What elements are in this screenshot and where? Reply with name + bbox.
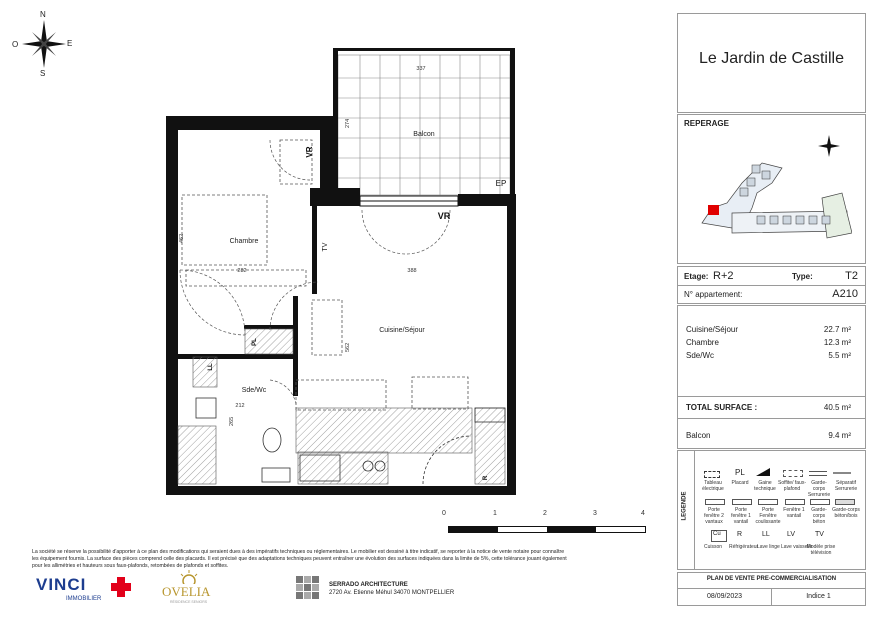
room-sdb-label: Sde/Wc — [241, 387, 267, 394]
legend-title: LEGENDE — [681, 491, 688, 521]
surface-value-2: 5.5 m² — [828, 351, 851, 360]
legend-text-tv: Modèle prise télévision — [806, 544, 836, 556]
compass-rose — [12, 10, 76, 78]
serrado-logo-icon — [296, 576, 320, 600]
legend-gc-beton-icon — [810, 499, 830, 505]
legend-panel — [677, 450, 866, 570]
vinci-logo — [36, 575, 136, 605]
disclaimer-line-3: pour les allimétries et hauteurs sous faux-plafonds, retombées de plafonds et soffites. — [32, 563, 229, 569]
balcon-surface-label: Balcon — [686, 431, 711, 440]
plan-date: 08/09/2023 — [706, 593, 743, 600]
legend-text-gcb: Garde-corps béton — [811, 507, 827, 525]
legend-text-soffite: Soffite/ faux-plafond — [778, 480, 806, 492]
ep-label: EP — [495, 179, 507, 188]
plan-type-label: PLAN DE VENTE PRE-COMMERCIALISATION — [706, 576, 837, 582]
dim-282: 282 — [237, 268, 247, 274]
ovelia-wordmark: OVELIA — [162, 584, 211, 599]
floor-plan — [160, 45, 520, 495]
type-label: Type: — [792, 272, 813, 281]
legend-garde-corps-icon — [809, 471, 827, 476]
scale-tick-2: 2 — [543, 510, 547, 517]
ll-label: LL — [208, 363, 214, 371]
ovelia-subtitle: RÉSIDENCE SENIORS — [170, 600, 208, 604]
legend-porte-2v-icon — [705, 499, 725, 505]
legend-tableau-icon — [704, 471, 720, 478]
surface-value-1: 12.3 m² — [823, 338, 851, 347]
total-surface-value: 40.5 m² — [823, 403, 851, 412]
legend-r-symbol: R — [737, 531, 743, 538]
vinci-subtitle: IMMOBILIER — [66, 596, 102, 602]
room-balcon-label: Balcon — [413, 131, 435, 138]
legend-text-gaine: Gaine technique — [754, 480, 776, 492]
legend-text-pf2: Porte fenêtre 2 vantaux — [704, 507, 724, 525]
dim-265: 265 — [229, 416, 235, 426]
ovelia-sun-icon — [178, 570, 200, 584]
legend-text-lave-linge: Lave linge — [757, 544, 780, 550]
legend-text-separatif: Séparatif Serrurerie — [834, 480, 858, 492]
footer-box — [677, 572, 866, 606]
legend-soffite-icon — [783, 470, 803, 477]
surface-name-2: Sde/Wc — [686, 351, 715, 360]
vinci-wordmark: VINCI — [36, 575, 87, 594]
disclaimer — [32, 549, 672, 570]
info-panel — [677, 266, 866, 304]
legend-text-tableau: Tableau électrique — [702, 480, 724, 492]
legend-gaine-icon — [756, 468, 770, 476]
legend-text-gcbb: Garde-corps béton/bois — [832, 507, 860, 519]
legend-text-garde-corps: Garde-corps Serrurerie — [807, 480, 831, 498]
balcon-surface-value: 9.4 m² — [828, 431, 851, 440]
compass-west: O — [12, 40, 19, 49]
etage-value: R+2 — [713, 270, 734, 282]
legend-text-pfc: Porte Fenêtre coulissante — [755, 507, 781, 525]
legend-ll-symbol: LL — [762, 531, 770, 538]
etage-label: Etage: — [684, 272, 709, 281]
scale-tick-3: 3 — [593, 510, 597, 517]
legend-fenetre-icon — [785, 499, 805, 505]
disclaimer-line-1: La société se réserve la possibilité d'apporter à ce plan des modifications qui seraient dues à des impératifs techniques ou réglementaires. Le mobilier est dessiné à titre indicatif, se reporter à la notice de vente notaire pour connaître — [32, 549, 565, 555]
title-box — [677, 13, 866, 113]
legend-text-refrigerateur: Réfrigérateur — [729, 544, 759, 550]
scale-bar — [440, 510, 652, 536]
surfaces-panel — [677, 305, 866, 449]
vinci-cross-icon — [110, 576, 132, 598]
dim-462: 462 — [179, 233, 185, 243]
dim-562: 562 — [345, 342, 351, 352]
site-key-plan — [692, 153, 852, 253]
r-label: R — [483, 475, 489, 481]
plan-indice: Indice 1 — [806, 593, 831, 600]
room-chambre-label: Chambre — [229, 238, 259, 245]
architect-block — [296, 576, 496, 604]
apartment-location-marker — [708, 205, 719, 215]
vr-label-sejour: VR — [437, 211, 451, 221]
legend-porte-coul-icon — [758, 499, 778, 505]
surface-value-0: 22.7 m² — [823, 325, 851, 334]
dim-388: 388 — [407, 268, 417, 274]
disclaimer-line-2: les équipement fournis. La surface des pièces comprend celle des placards. Il est précisé que des adaptations techniques peuvent entraîner une évolution des surfaces indiquées dans la limite de 5%, cette tolérance jouant également — [32, 556, 567, 562]
legend-text-cuisson: Cuisson — [704, 544, 723, 550]
ovelia-logo — [160, 570, 220, 606]
architect-address: 2720 Av. Etienne Méhul 34070 MONTPELLIER — [329, 590, 455, 596]
legend-text-pf1: Porte fenêtre 1 vantail — [731, 507, 751, 525]
compass-east: E — [67, 39, 73, 48]
legend-porte-1v-icon — [732, 499, 752, 505]
type-value: T2 — [845, 270, 858, 282]
legend-lv-symbol: LV — [787, 531, 796, 538]
project-title: Le Jardin de Castille — [699, 50, 844, 67]
surface-name-1: Chambre — [686, 338, 719, 347]
compass-north: N — [40, 10, 46, 19]
scale-tick-4: 4 — [641, 510, 645, 517]
legend-text-lave-vaisselle: Lave vaisselle — [781, 544, 813, 550]
compass-south: S — [40, 69, 46, 78]
total-surface-label: TOTAL SURFACE : — [686, 403, 758, 412]
vr-label-chambre: VR — [305, 146, 314, 158]
reperage-label: REPERAGE — [684, 119, 729, 128]
appartement-value: A210 — [832, 288, 858, 300]
legend-cu-symbol: Cu — [713, 531, 721, 537]
scale-tick-1: 1 — [493, 510, 497, 517]
dim-212: 212 — [235, 403, 245, 409]
pl-label: PL — [252, 338, 258, 346]
legend-separatif-icon — [833, 472, 851, 474]
legend-pl-symbol: PL — [735, 468, 745, 477]
scale-tick-0: 0 — [442, 510, 446, 517]
dim-337: 337 — [416, 66, 426, 72]
legend-text-f1: Fenêtre 1 vantail — [783, 507, 805, 519]
architect-name: SERRADO ARCHITECTURE — [329, 582, 408, 588]
legend-tv-symbol: TV — [815, 531, 824, 538]
legend-text-placard: Placard — [731, 480, 749, 486]
reperage-box — [677, 114, 866, 264]
appartement-label: N° appartement: — [684, 290, 743, 299]
room-sejour-label: Cuisine/Séjour — [379, 327, 425, 334]
tv-label: TV — [322, 242, 329, 252]
legend-gc-bois-icon — [835, 499, 855, 505]
floor-plan-drawing — [160, 45, 520, 495]
surface-name-0: Cuisine/Séjour — [686, 325, 739, 334]
dim-274: 274 — [345, 118, 351, 128]
